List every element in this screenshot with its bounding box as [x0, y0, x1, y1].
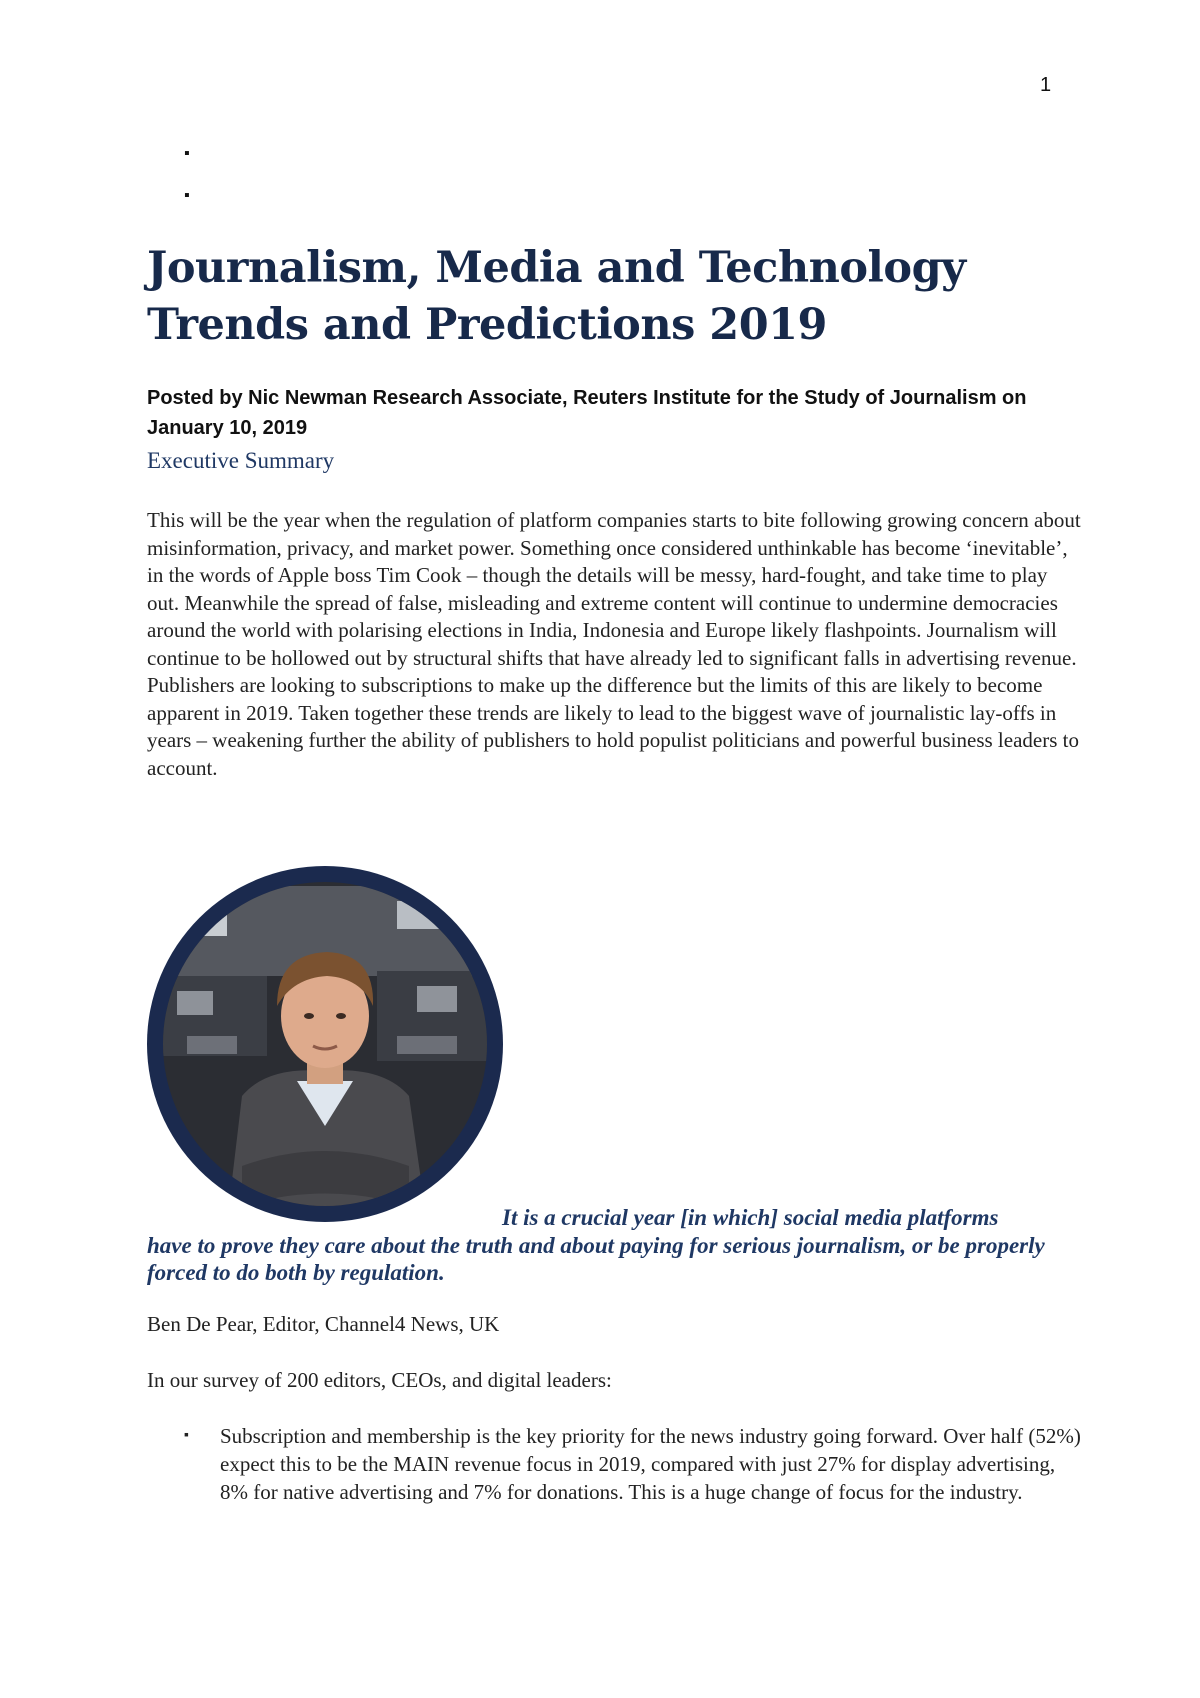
article-title: Journalism, Media and Technology Trends and Predictions 2019: [147, 243, 966, 350]
bullet-marker: ▪: [184, 1428, 189, 1443]
author-portrait: [147, 866, 503, 1222]
portrait-image: [147, 866, 503, 1222]
list-item-text: Subscription and membership is the key priority for the news industry going forward. Over half (52%) expect this to be the MAIN revenue focus in 2019, compared with just 27% for display advertising, 8% for native advertising and 7% for donations. This is a huge change of focus for the industry.: [220, 1424, 1081, 1504]
executive-summary-paragraph: This will be the year when the regulation of platform companies starts to bite following growing concern about misinformation, privacy, and market power. Something once considered unthinkable has become ‘inevitable’, in the words of Apple boss Tim Cook – though the details will be messy, hard-fought, and take time to play out. Meanwhile the spread of false, misleading and extreme content will continue to undermine democracies around the world with polarising elections in India, Indonesia and Europe likely flashpoints. Journalism will continue to be hollowed out by structural shifts that have already led to significant falls in advertising revenue. Publishers are looking to subscriptions to make up the difference but the limits of this are likely to become apparent in 2019. Taken together these trends are likely to lead to the biggest wave of journalistic lay-offs in years – weakening further the ability of publishers to hold populist politicians and powerful business leaders to account.: [147, 508, 1081, 780]
survey-intro: In our survey of 200 editors, CEOs, and digital leaders:: [147, 1368, 612, 1392]
page-number: 1: [1040, 74, 1052, 96]
quote-attribution: Ben De Pear, Editor, Channel4 News, UK: [147, 1312, 500, 1336]
empty-bullet: ▪: [184, 145, 190, 162]
article-byline: Posted by Nic Newman Research Associate, Reuters Institute for the Study of Journalism on January 10, 2019: [147, 387, 1027, 439]
survey-list: [147, 1422, 1082, 1506]
list-item: [147, 1422, 1082, 1506]
empty-bullet: ▪: [184, 187, 190, 204]
section-heading: Executive Summary: [147, 448, 335, 473]
pull-quote: It is a crucial year [in which] social media platforms have to prove they care about the truth and about paying for serious journalism, or be properly forced to do both by regulation.: [147, 1205, 1045, 1285]
